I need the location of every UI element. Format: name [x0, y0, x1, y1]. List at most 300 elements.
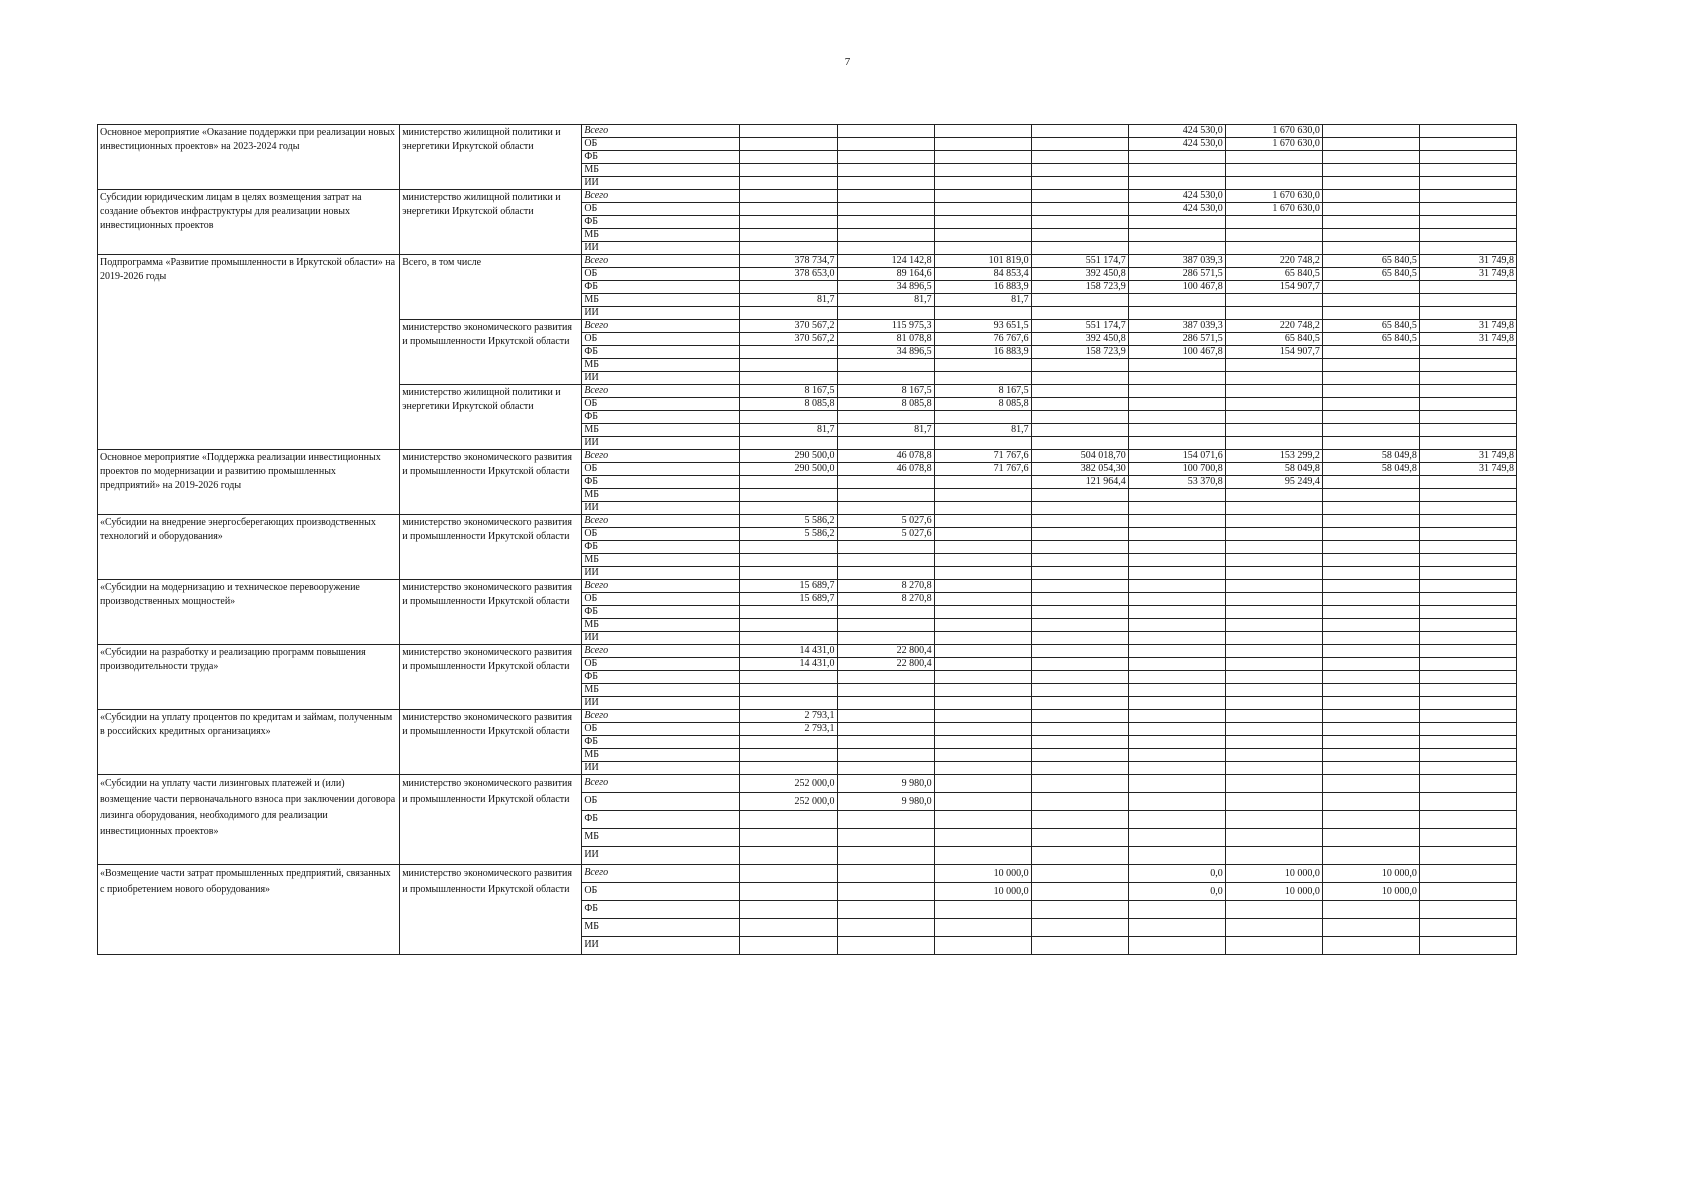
amount-cell — [1419, 164, 1516, 177]
funding-source: ИИ — [582, 307, 740, 320]
amount-cell — [1031, 359, 1128, 372]
amount-cell — [1225, 901, 1322, 919]
amount-cell — [1128, 372, 1225, 385]
amount-cell — [934, 138, 1031, 151]
amount-cell — [934, 937, 1031, 955]
amount-cell — [1128, 723, 1225, 736]
amount-cell — [1419, 203, 1516, 216]
amount-cell: 392 450,8 — [1031, 333, 1128, 346]
amount-cell — [1322, 281, 1419, 294]
funding-source: Всего — [582, 775, 740, 793]
amount-cell: 370 567,2 — [740, 333, 837, 346]
amount-cell — [1031, 437, 1128, 450]
amount-cell — [934, 567, 1031, 580]
amount-cell — [1031, 203, 1128, 216]
amount-cell — [1419, 567, 1516, 580]
amount-cell: 10 000,0 — [1225, 865, 1322, 883]
funding-source: МБ — [582, 424, 740, 437]
amount-cell — [740, 138, 837, 151]
amount-cell: 382 054,30 — [1031, 463, 1128, 476]
amount-cell — [1322, 203, 1419, 216]
amount-cell — [1225, 437, 1322, 450]
amount-cell — [740, 203, 837, 216]
amount-cell — [837, 164, 934, 177]
amount-cell — [837, 125, 934, 138]
amount-cell — [1419, 762, 1516, 775]
amount-cell — [1419, 865, 1516, 883]
amount-cell — [740, 346, 837, 359]
amount-cell: 252 000,0 — [740, 775, 837, 793]
amount-cell — [934, 901, 1031, 919]
amount-cell: 220 748,2 — [1225, 320, 1322, 333]
activity-name: «Субсидии на модернизацию и техническое перевооружение производственных мощностей» — [98, 580, 400, 645]
amount-cell — [1031, 164, 1128, 177]
amount-cell — [1225, 793, 1322, 811]
amount-cell — [1031, 385, 1128, 398]
amount-cell — [1031, 398, 1128, 411]
amount-cell — [1031, 138, 1128, 151]
amount-cell — [1128, 919, 1225, 937]
amount-cell — [934, 632, 1031, 645]
amount-cell: 93 651,5 — [934, 320, 1031, 333]
amount-cell — [1322, 242, 1419, 255]
funding-source: МБ — [582, 619, 740, 632]
amount-cell: 84 853,4 — [934, 268, 1031, 281]
amount-cell — [837, 190, 934, 203]
activity-name: «Субсидии на уплату процентов по кредитам и займам, полученным в российских кредитных организациях» — [98, 710, 400, 775]
amount-cell — [1419, 829, 1516, 847]
amount-cell — [1322, 385, 1419, 398]
amount-cell — [1031, 919, 1128, 937]
amount-cell — [1225, 489, 1322, 502]
amount-cell: 424 530,0 — [1128, 125, 1225, 138]
amount-cell — [1419, 359, 1516, 372]
amount-cell: 154 071,6 — [1128, 450, 1225, 463]
amount-cell — [1128, 294, 1225, 307]
amount-cell — [740, 307, 837, 320]
amount-cell — [1419, 294, 1516, 307]
amount-cell: 89 164,6 — [837, 268, 934, 281]
amount-cell — [934, 793, 1031, 811]
amount-cell — [1128, 762, 1225, 775]
amount-cell — [1128, 697, 1225, 710]
amount-cell — [1322, 811, 1419, 829]
amount-cell — [837, 502, 934, 515]
amount-cell — [1419, 901, 1516, 919]
amount-cell — [1225, 242, 1322, 255]
amount-cell — [1419, 749, 1516, 762]
amount-cell — [1225, 307, 1322, 320]
amount-cell — [1031, 671, 1128, 684]
amount-cell — [934, 528, 1031, 541]
amount-cell — [740, 847, 837, 865]
executor-name: министерство жилищной политики и энергетики Иркутской области — [400, 190, 582, 255]
amount-cell — [1419, 736, 1516, 749]
funding-source: ФБ — [582, 346, 740, 359]
amount-cell: 22 800,4 — [837, 658, 934, 671]
amount-cell — [1225, 684, 1322, 697]
amount-cell: 1 670 630,0 — [1225, 203, 1322, 216]
amount-cell: 31 749,8 — [1419, 463, 1516, 476]
executor-name: министерство экономического развития и промышленности Иркутской области — [400, 515, 582, 580]
amount-cell — [934, 619, 1031, 632]
funding-source: МБ — [582, 829, 740, 847]
amount-cell — [740, 242, 837, 255]
amount-cell — [1225, 762, 1322, 775]
amount-cell — [837, 619, 934, 632]
amount-cell — [934, 829, 1031, 847]
amount-cell — [1419, 919, 1516, 937]
funding-source: ИИ — [582, 567, 740, 580]
amount-cell: 290 500,0 — [740, 463, 837, 476]
amount-cell — [934, 919, 1031, 937]
amount-cell: 100 467,8 — [1128, 346, 1225, 359]
amount-cell — [1322, 502, 1419, 515]
amount-cell — [1128, 736, 1225, 749]
amount-cell — [1419, 346, 1516, 359]
amount-cell: 8 085,8 — [837, 398, 934, 411]
amount-cell: 5 027,6 — [837, 515, 934, 528]
funding-source: ОБ — [582, 203, 740, 216]
funding-source: Всего — [582, 125, 740, 138]
executor-name: министерство экономического развития и промышленности Иркутской области — [400, 645, 582, 710]
amount-cell — [1419, 385, 1516, 398]
funding-source: ОБ — [582, 723, 740, 736]
amount-cell — [837, 749, 934, 762]
amount-cell — [1322, 190, 1419, 203]
amount-cell — [1322, 847, 1419, 865]
amount-cell — [740, 811, 837, 829]
budget-table — [97, 124, 1517, 955]
amount-cell: 100 700,8 — [1128, 463, 1225, 476]
amount-cell — [934, 736, 1031, 749]
funding-source: ИИ — [582, 437, 740, 450]
table-row — [98, 125, 1517, 138]
table-row — [98, 450, 1517, 463]
funding-source: Всего — [582, 645, 740, 658]
amount-cell — [1031, 190, 1128, 203]
amount-cell — [1322, 567, 1419, 580]
amount-cell — [1128, 937, 1225, 955]
amount-cell — [1322, 476, 1419, 489]
amount-cell — [1225, 164, 1322, 177]
amount-cell — [837, 567, 934, 580]
amount-cell — [934, 359, 1031, 372]
amount-cell — [934, 476, 1031, 489]
funding-source: МБ — [582, 359, 740, 372]
funding-source: ФБ — [582, 901, 740, 919]
funding-source: ИИ — [582, 177, 740, 190]
amount-cell — [1225, 229, 1322, 242]
amount-cell — [934, 307, 1031, 320]
amount-cell — [740, 632, 837, 645]
funding-source: ОБ — [582, 593, 740, 606]
amount-cell — [1225, 528, 1322, 541]
amount-cell — [1031, 684, 1128, 697]
amount-cell — [1419, 593, 1516, 606]
amount-cell: 5 586,2 — [740, 515, 837, 528]
amount-cell — [1419, 502, 1516, 515]
amount-cell — [837, 437, 934, 450]
amount-cell: 1 670 630,0 — [1225, 138, 1322, 151]
amount-cell — [1322, 606, 1419, 619]
amount-cell — [1322, 684, 1419, 697]
amount-cell: 378 734,7 — [740, 255, 837, 268]
amount-cell — [1419, 138, 1516, 151]
amount-cell — [1225, 372, 1322, 385]
amount-cell: 81,7 — [837, 424, 934, 437]
amount-cell — [1322, 346, 1419, 359]
amount-cell: 34 896,5 — [837, 281, 934, 294]
amount-cell: 115 975,3 — [837, 320, 934, 333]
amount-cell — [934, 242, 1031, 255]
amount-cell — [740, 762, 837, 775]
amount-cell — [934, 229, 1031, 242]
amount-cell — [1225, 671, 1322, 684]
amount-cell — [1031, 528, 1128, 541]
amount-cell — [1419, 242, 1516, 255]
amount-cell — [1128, 242, 1225, 255]
amount-cell: 154 907,7 — [1225, 281, 1322, 294]
amount-cell: 34 896,5 — [837, 346, 934, 359]
amount-cell: 8 167,5 — [934, 385, 1031, 398]
amount-cell: 10 000,0 — [1322, 883, 1419, 901]
amount-cell — [837, 554, 934, 567]
amount-cell: 101 819,0 — [934, 255, 1031, 268]
amount-cell — [934, 125, 1031, 138]
funding-source: Всего — [582, 515, 740, 528]
amount-cell: 370 567,2 — [740, 320, 837, 333]
amount-cell — [1225, 723, 1322, 736]
amount-cell — [934, 762, 1031, 775]
amount-cell — [1225, 736, 1322, 749]
amount-cell — [1128, 811, 1225, 829]
funding-source: ИИ — [582, 847, 740, 865]
funding-source: Всего — [582, 255, 740, 268]
amount-cell — [1419, 606, 1516, 619]
amount-cell — [1225, 847, 1322, 865]
amount-cell — [1419, 811, 1516, 829]
amount-cell — [1322, 710, 1419, 723]
amount-cell — [1128, 229, 1225, 242]
amount-cell — [1322, 294, 1419, 307]
amount-cell — [1419, 541, 1516, 554]
amount-cell — [740, 216, 837, 229]
amount-cell: 220 748,2 — [1225, 255, 1322, 268]
amount-cell — [837, 203, 934, 216]
amount-cell — [1128, 593, 1225, 606]
amount-cell: 8 085,8 — [740, 398, 837, 411]
amount-cell — [1128, 502, 1225, 515]
executor-name: министерство жилищной политики и энергетики Иркутской области — [400, 125, 582, 190]
amount-cell — [1031, 619, 1128, 632]
funding-source: ФБ — [582, 411, 740, 424]
amount-cell: 158 723,9 — [1031, 281, 1128, 294]
funding-source: МБ — [582, 229, 740, 242]
amount-cell: 286 571,5 — [1128, 268, 1225, 281]
funding-source: ИИ — [582, 502, 740, 515]
activity-name: «Субсидии на уплату части лизинговых платежей и (или) возмещение части первоначального взноса при заключении договора лизинга оборудования, необходимого для реализации инвестиционных проектов» — [98, 775, 400, 865]
amount-cell — [1419, 883, 1516, 901]
amount-cell — [1128, 829, 1225, 847]
amount-cell — [1128, 710, 1225, 723]
funding-source: Всего — [582, 580, 740, 593]
amount-cell — [1322, 645, 1419, 658]
amount-cell: 65 840,5 — [1225, 268, 1322, 281]
funding-source: ОБ — [582, 793, 740, 811]
amount-cell — [1322, 554, 1419, 567]
amount-cell — [1031, 793, 1128, 811]
amount-cell: 71 767,6 — [934, 450, 1031, 463]
table-row — [98, 580, 1517, 593]
amount-cell — [1031, 811, 1128, 829]
executor-name: министерство жилищной политики и энергетики Иркутской области — [400, 385, 582, 450]
amount-cell — [740, 919, 837, 937]
amount-cell: 31 749,8 — [1419, 268, 1516, 281]
amount-cell — [1419, 476, 1516, 489]
activity-name: Основное мероприятие «Оказание поддержки при реализации новых инвестиционных проектов» на 2023-2024 годы — [98, 125, 400, 190]
amount-cell — [1031, 645, 1128, 658]
funding-source: ФБ — [582, 671, 740, 684]
amount-cell — [1128, 385, 1225, 398]
amount-cell — [837, 359, 934, 372]
amount-cell: 5 027,6 — [837, 528, 934, 541]
amount-cell: 100 467,8 — [1128, 281, 1225, 294]
amount-cell — [740, 567, 837, 580]
amount-cell — [1419, 580, 1516, 593]
amount-cell: 424 530,0 — [1128, 203, 1225, 216]
amount-cell — [1322, 697, 1419, 710]
amount-cell — [740, 901, 837, 919]
amount-cell — [740, 489, 837, 502]
amount-cell — [1322, 398, 1419, 411]
amount-cell — [1031, 762, 1128, 775]
funding-source: ФБ — [582, 811, 740, 829]
amount-cell — [1031, 372, 1128, 385]
amount-cell — [1419, 632, 1516, 645]
table-row — [98, 515, 1517, 528]
activity-name: «Возмещение части затрат промышленных предприятий, связанных с приобретением нового оборудования» — [98, 865, 400, 955]
amount-cell — [1322, 619, 1419, 632]
amount-cell — [1128, 489, 1225, 502]
amount-cell — [1128, 632, 1225, 645]
amount-cell — [740, 697, 837, 710]
amount-cell — [1322, 580, 1419, 593]
amount-cell — [1128, 671, 1225, 684]
amount-cell — [1322, 151, 1419, 164]
amount-cell: 424 530,0 — [1128, 138, 1225, 151]
funding-source: ОБ — [582, 463, 740, 476]
amount-cell: 5 586,2 — [740, 528, 837, 541]
amount-cell — [1419, 658, 1516, 671]
amount-cell — [934, 775, 1031, 793]
amount-cell — [1031, 829, 1128, 847]
funding-source: ФБ — [582, 606, 740, 619]
amount-cell — [934, 684, 1031, 697]
amount-cell — [1419, 793, 1516, 811]
amount-cell — [740, 671, 837, 684]
amount-cell — [837, 847, 934, 865]
amount-cell — [1322, 749, 1419, 762]
funding-source: ФБ — [582, 151, 740, 164]
funding-source: ФБ — [582, 281, 740, 294]
executor-name: министерство экономического развития и промышленности Иркутской области — [400, 450, 582, 515]
amount-cell — [740, 372, 837, 385]
amount-cell — [1225, 177, 1322, 190]
executor-name: министерство экономического развития и промышленности Иркутской области — [400, 580, 582, 645]
amount-cell: 387 039,3 — [1128, 320, 1225, 333]
amount-cell — [1419, 424, 1516, 437]
amount-cell — [934, 151, 1031, 164]
amount-cell — [1419, 437, 1516, 450]
funding-source: МБ — [582, 919, 740, 937]
amount-cell — [1128, 749, 1225, 762]
amount-cell — [934, 411, 1031, 424]
table-row — [98, 775, 1517, 793]
amount-cell: 95 249,4 — [1225, 476, 1322, 489]
activity-name: «Субсидии на разработку и реализацию программ повышения производительности труда» — [98, 645, 400, 710]
amount-cell: 10 000,0 — [934, 883, 1031, 901]
amount-cell: 392 450,8 — [1031, 268, 1128, 281]
amount-cell — [1322, 541, 1419, 554]
funding-source: Всего — [582, 450, 740, 463]
amount-cell — [934, 710, 1031, 723]
amount-cell — [1031, 580, 1128, 593]
amount-cell — [740, 554, 837, 567]
amount-cell: 46 078,8 — [837, 463, 934, 476]
amount-cell — [934, 203, 1031, 216]
amount-cell — [1031, 697, 1128, 710]
amount-cell — [837, 883, 934, 901]
amount-cell — [740, 736, 837, 749]
executor-name: министерство экономического развития и промышленности Иркутской области — [400, 320, 582, 385]
amount-cell — [934, 372, 1031, 385]
amount-cell: 0,0 — [1128, 883, 1225, 901]
funding-source: МБ — [582, 554, 740, 567]
funding-source: Всего — [582, 320, 740, 333]
amount-cell: 71 767,6 — [934, 463, 1031, 476]
amount-cell: 65 840,5 — [1322, 268, 1419, 281]
amount-cell — [740, 619, 837, 632]
amount-cell: 14 431,0 — [740, 645, 837, 658]
amount-cell: 8 167,5 — [837, 385, 934, 398]
amount-cell: 53 370,8 — [1128, 476, 1225, 489]
amount-cell: 65 840,5 — [1322, 255, 1419, 268]
amount-cell: 158 723,9 — [1031, 346, 1128, 359]
amount-cell — [934, 177, 1031, 190]
amount-cell — [1225, 619, 1322, 632]
amount-cell — [1322, 829, 1419, 847]
amount-cell — [1225, 919, 1322, 937]
amount-cell — [1419, 645, 1516, 658]
amount-cell — [1031, 749, 1128, 762]
amount-cell — [837, 736, 934, 749]
amount-cell — [837, 476, 934, 489]
amount-cell — [1225, 632, 1322, 645]
amount-cell — [1031, 515, 1128, 528]
amount-cell — [837, 762, 934, 775]
amount-cell — [1225, 502, 1322, 515]
amount-cell — [1225, 515, 1322, 528]
amount-cell — [837, 697, 934, 710]
amount-cell — [837, 865, 934, 883]
amount-cell — [1322, 736, 1419, 749]
amount-cell — [1322, 593, 1419, 606]
amount-cell — [1419, 177, 1516, 190]
amount-cell — [1128, 606, 1225, 619]
funding-source: ОБ — [582, 528, 740, 541]
amount-cell — [740, 937, 837, 955]
